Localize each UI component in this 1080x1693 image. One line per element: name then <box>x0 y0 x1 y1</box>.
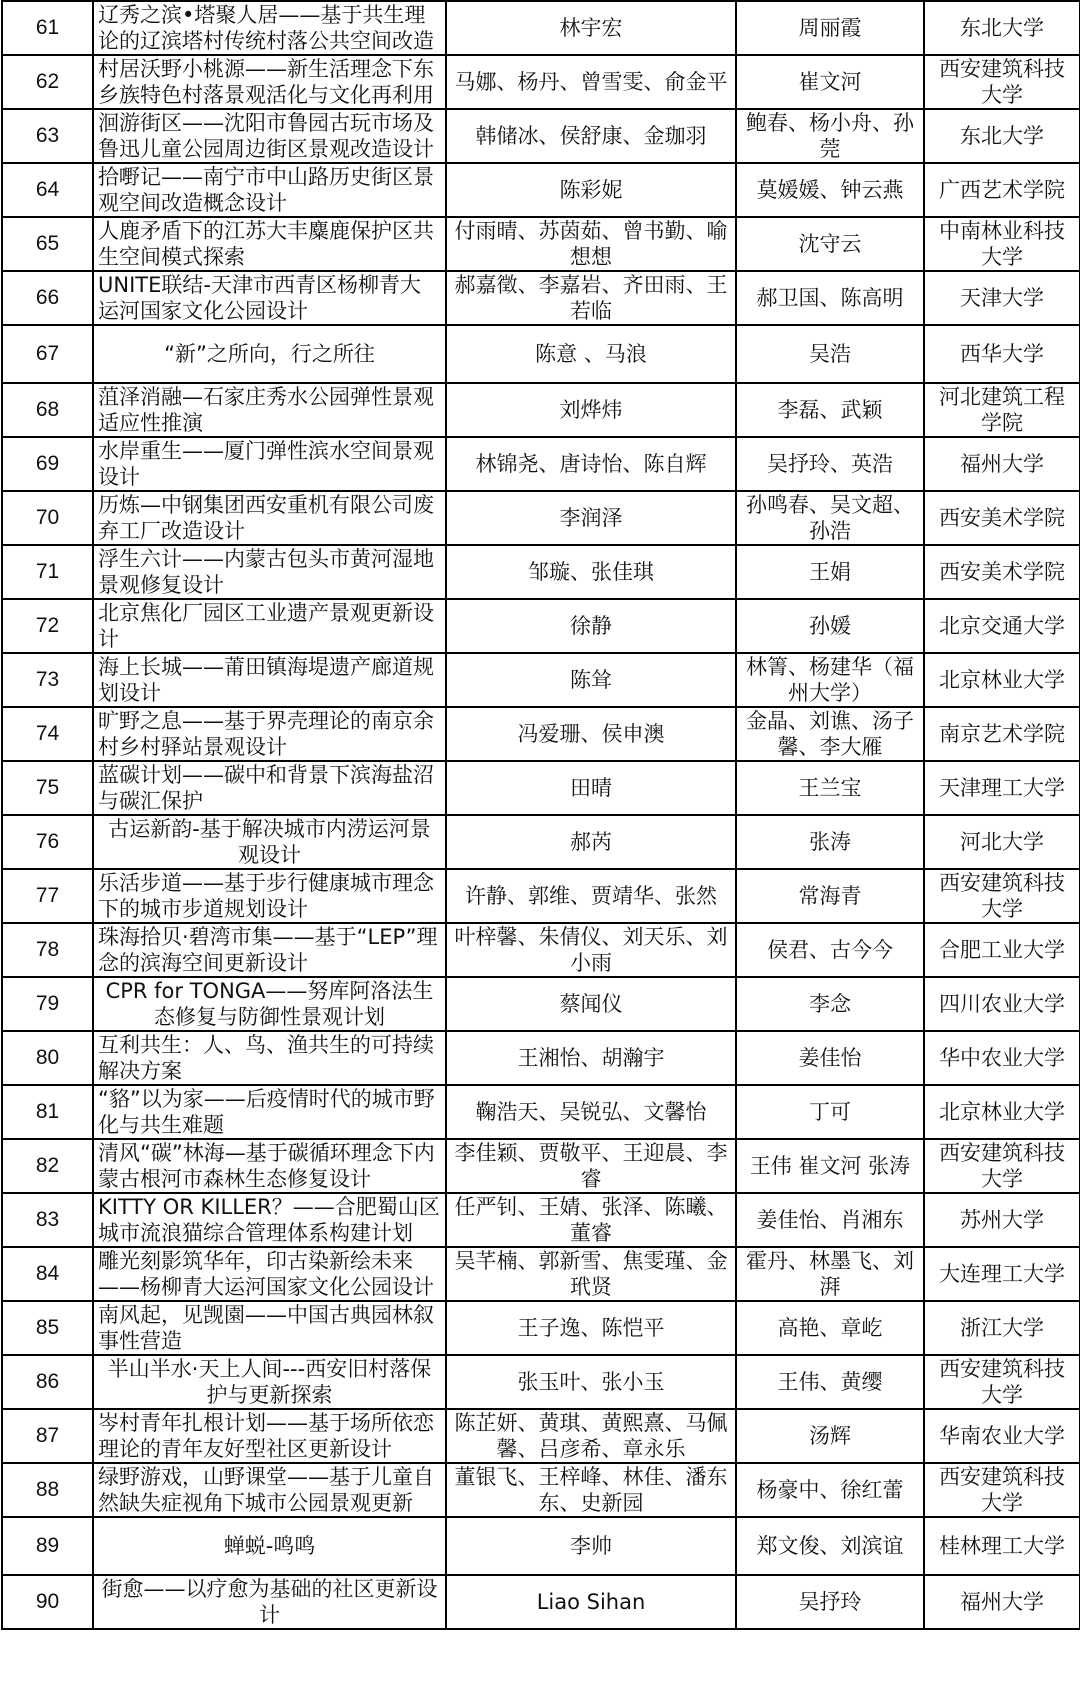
project-title: “貉”以为家——后疫情时代的城市野化与共生难题 <box>93 1085 446 1139</box>
row-number: 85 <box>2 1301 93 1355</box>
team-members: 林锦尧、唐诗怡、陈自辉 <box>446 437 736 491</box>
project-title: 古运新韵-基于解决城市内涝运河景观设计 <box>93 815 446 869</box>
advisors: 郑文俊、刘滨谊 <box>736 1517 924 1575</box>
project-title: 互利共生：人、鸟、渔共生的可持续解决方案 <box>93 1031 446 1085</box>
team-members: 许静、郭维、贾靖华、张然 <box>446 869 736 923</box>
school-name: 西安建筑科技大学 <box>924 1463 1080 1517</box>
team-members: 韩储冰、侯舒康、金珈羽 <box>446 109 736 163</box>
table-row <box>2 55 1080 109</box>
row-number: 75 <box>2 761 93 815</box>
row-number: 71 <box>2 545 93 599</box>
project-title: CPR for TONGA——努库阿洛法生态修复与防御性景观计划 <box>93 977 446 1031</box>
advisors: 吴抒玲 <box>736 1575 924 1629</box>
row-number: 69 <box>2 437 93 491</box>
advisors: 郝卫国、陈高明 <box>736 271 924 325</box>
school-name: 天津理工大学 <box>924 761 1080 815</box>
row-number: 65 <box>2 217 93 271</box>
row-number: 67 <box>2 325 93 383</box>
row-number: 82 <box>2 1139 93 1193</box>
project-title: 珠海拾贝·碧湾市集——基于“LEP”理念的滨海空间更新设计 <box>93 923 446 977</box>
advisors: 霍丹、林墨飞、刘湃 <box>736 1247 924 1301</box>
advisors: 周丽霞 <box>736 1 924 55</box>
project-title: 辽秀之滨•塔聚人居——基于共生理论的辽滨塔村传统村落公共空间改造 <box>93 1 446 55</box>
school-name: 东北大学 <box>924 1 1080 55</box>
team-members: 陈彩妮 <box>446 163 736 217</box>
table-row <box>2 383 1080 437</box>
project-title: 半山半水·天上人间---西安旧村落保护与更新探索 <box>93 1355 446 1409</box>
table-row <box>2 1517 1080 1575</box>
advisors: 鲍春、杨小舟、孙莞 <box>736 109 924 163</box>
award-list-table <box>1 0 1080 1630</box>
school-name: 西安美术学院 <box>924 545 1080 599</box>
table-row <box>2 707 1080 761</box>
row-number: 66 <box>2 271 93 325</box>
row-number: 72 <box>2 599 93 653</box>
table-row <box>2 1247 1080 1301</box>
school-name: 西安美术学院 <box>924 491 1080 545</box>
advisors: 孙媛 <box>736 599 924 653</box>
school-name: 西安建筑科技大学 <box>924 55 1080 109</box>
team-members: 陈耸 <box>446 653 736 707</box>
advisors: 李磊、武颖 <box>736 383 924 437</box>
row-number: 76 <box>2 815 93 869</box>
advisors: 张涛 <box>736 815 924 869</box>
school-name: 福州大学 <box>924 1575 1080 1629</box>
team-members: 邹璇、张佳琪 <box>446 545 736 599</box>
project-title: 蓝碳计划——碳中和背景下滨海盐沼与碳汇保护 <box>93 761 446 815</box>
row-number: 61 <box>2 1 93 55</box>
team-members: 叶梓馨、朱倩仪、刘天乐、刘小雨 <box>446 923 736 977</box>
row-number: 62 <box>2 55 93 109</box>
school-name: 华中农业大学 <box>924 1031 1080 1085</box>
table-row <box>2 815 1080 869</box>
row-number: 78 <box>2 923 93 977</box>
table-row <box>2 325 1080 383</box>
team-members: 冯爱珊、侯申澳 <box>446 707 736 761</box>
project-title: 菹泽消融—石家庄秀水公园弹性景观适应性推演 <box>93 383 446 437</box>
row-number: 89 <box>2 1517 93 1575</box>
project-title: 雕光刻影筑华年，印古染新绘未来——杨柳青大运河国家文化公园设计 <box>93 1247 446 1301</box>
table-row <box>2 1085 1080 1139</box>
school-name: 广西艺术学院 <box>924 163 1080 217</box>
school-name: 西华大学 <box>924 325 1080 383</box>
project-title: “新”之所向，行之所往 <box>93 325 446 383</box>
project-title: 洄游街区——沈阳市鲁园古玩市场及鲁迅儿童公园周边街区景观改造设计 <box>93 109 446 163</box>
school-name: 西安建筑科技大学 <box>924 1139 1080 1193</box>
table-row <box>2 217 1080 271</box>
row-number: 79 <box>2 977 93 1031</box>
row-number: 77 <box>2 869 93 923</box>
table-row <box>2 1193 1080 1247</box>
school-name: 合肥工业大学 <box>924 923 1080 977</box>
school-name: 北京交通大学 <box>924 599 1080 653</box>
team-members: 陈意 、马浪 <box>446 325 736 383</box>
school-name: 南京艺术学院 <box>924 707 1080 761</box>
team-members: 郝芮 <box>446 815 736 869</box>
table-row <box>2 761 1080 815</box>
team-members: Liao Sihan <box>446 1575 736 1629</box>
project-title: 蝉蜕-鸣鸣 <box>93 1517 446 1575</box>
team-members: 王湘怡、胡瀚宇 <box>446 1031 736 1085</box>
team-members: 付雨晴、苏茵茹、曾书勤、喻想想 <box>446 217 736 271</box>
advisors: 常海青 <box>736 869 924 923</box>
table-row <box>2 653 1080 707</box>
team-members: 李润泽 <box>446 491 736 545</box>
school-name: 浙江大学 <box>924 1301 1080 1355</box>
table-body <box>2 1 1080 1629</box>
advisors: 孙鸣春、吴文超、孙浩 <box>736 491 924 545</box>
school-name: 福州大学 <box>924 437 1080 491</box>
row-number: 80 <box>2 1031 93 1085</box>
table-row <box>2 1409 1080 1463</box>
school-name: 河北建筑工程学院 <box>924 383 1080 437</box>
advisors: 丁可 <box>736 1085 924 1139</box>
row-number: 81 <box>2 1085 93 1139</box>
row-number: 73 <box>2 653 93 707</box>
team-members: 马娜、杨丹、曾雪雯、俞金平 <box>446 55 736 109</box>
advisors: 姜佳怡 <box>736 1031 924 1085</box>
school-name: 西安建筑科技大学 <box>924 869 1080 923</box>
advisors: 王伟、黄缨 <box>736 1355 924 1409</box>
advisors: 姜佳怡、肖湘东 <box>736 1193 924 1247</box>
project-title: 旷野之息——基于界壳理论的南京余村乡村驿站景观设计 <box>93 707 446 761</box>
table-row <box>2 109 1080 163</box>
school-name: 中南林业科技大学 <box>924 217 1080 271</box>
project-title: 乐活步道——基于步行健康城市理念下的城市步道规划设计 <box>93 869 446 923</box>
advisors: 高艳、章屹 <box>736 1301 924 1355</box>
advisors: 吴抒玲、英浩 <box>736 437 924 491</box>
table-row <box>2 491 1080 545</box>
table-row <box>2 1575 1080 1629</box>
row-number: 74 <box>2 707 93 761</box>
project-title: KITTY OR KILLER？——合肥蜀山区城市流浪猫综合管理体系构建计划 <box>93 1193 446 1247</box>
advisors: 李念 <box>736 977 924 1031</box>
table-row <box>2 545 1080 599</box>
project-title: 人鹿矛盾下的江苏大丰麋鹿保护区共生空间模式探索 <box>93 217 446 271</box>
table-row <box>2 1355 1080 1409</box>
school-name: 北京林业大学 <box>924 653 1080 707</box>
advisors: 汤辉 <box>736 1409 924 1463</box>
row-number: 90 <box>2 1575 93 1629</box>
row-number: 70 <box>2 491 93 545</box>
advisors: 侯君、古今今 <box>736 923 924 977</box>
project-title: 绿野游戏，山野课堂——基于儿童自然缺失症视角下城市公园景观更新 <box>93 1463 446 1517</box>
school-name: 北京林业大学 <box>924 1085 1080 1139</box>
advisors: 崔文河 <box>736 55 924 109</box>
school-name: 桂林理工大学 <box>924 1517 1080 1575</box>
table-row <box>2 599 1080 653</box>
table-row <box>2 923 1080 977</box>
project-title: 村居沃野小桃源——新生活理念下东乡族特色村落景观活化与文化再利用 <box>93 55 446 109</box>
project-title: 街愈——以疗愈为基础的社区更新设计 <box>93 1575 446 1629</box>
table-row <box>2 977 1080 1031</box>
team-members: 王子逸、陈恺平 <box>446 1301 736 1355</box>
project-title: 海上长城——莆田镇海堤遗产廊道规划设计 <box>93 653 446 707</box>
table-row <box>2 1 1080 55</box>
row-number: 86 <box>2 1355 93 1409</box>
team-members: 董银飞、王梓峰、林佳、潘东东、史新园 <box>446 1463 736 1517</box>
row-number: 64 <box>2 163 93 217</box>
project-title: UNITE联结-天津市西青区杨柳青大运河国家文化公园设计 <box>93 271 446 325</box>
team-members: 田晴 <box>446 761 736 815</box>
table-row <box>2 869 1080 923</box>
project-title: 浮生六计——内蒙古包头市黄河湿地景观修复设计 <box>93 545 446 599</box>
advisors: 吴浩 <box>736 325 924 383</box>
school-name: 西安建筑科技大学 <box>924 1355 1080 1409</box>
school-name: 华南农业大学 <box>924 1409 1080 1463</box>
row-number: 84 <box>2 1247 93 1301</box>
team-members: 徐静 <box>446 599 736 653</box>
school-name: 河北大学 <box>924 815 1080 869</box>
project-title: 历炼—中钢集团西安重机有限公司废弃工厂改造设计 <box>93 491 446 545</box>
project-title: 岑村青年扎根计划——基于场所依恋理论的青年友好型社区更新设计 <box>93 1409 446 1463</box>
advisors: 杨豪中、徐红蕾 <box>736 1463 924 1517</box>
school-name: 天津大学 <box>924 271 1080 325</box>
team-members: 陈芷妍、黄琪、黄熙熹、马佩馨、吕彦希、章永乐 <box>446 1409 736 1463</box>
team-members: 李佳颖、贾敬平、王迎晨、李睿 <box>446 1139 736 1193</box>
school-name: 大连理工大学 <box>924 1247 1080 1301</box>
table-row <box>2 437 1080 491</box>
project-title: 水岸重生——厦门弹性滨水空间景观设计 <box>93 437 446 491</box>
table-row <box>2 1031 1080 1085</box>
advisors: 王伟 崔文河 张涛 <box>736 1139 924 1193</box>
team-members: 林宇宏 <box>446 1 736 55</box>
table-row <box>2 271 1080 325</box>
advisors: 沈守云 <box>736 217 924 271</box>
team-members: 张玉叶、张小玉 <box>446 1355 736 1409</box>
table-row <box>2 1301 1080 1355</box>
school-name: 东北大学 <box>924 109 1080 163</box>
advisors: 王兰宝 <box>736 761 924 815</box>
advisors: 王娟 <box>736 545 924 599</box>
project-title: 北京焦化厂园区工业遗产景观更新设计 <box>93 599 446 653</box>
row-number: 88 <box>2 1463 93 1517</box>
team-members: 刘烨炜 <box>446 383 736 437</box>
row-number: 68 <box>2 383 93 437</box>
team-members: 郝嘉徵、李嘉岩、齐田雨、王若临 <box>446 271 736 325</box>
table-row <box>2 1139 1080 1193</box>
row-number: 63 <box>2 109 93 163</box>
advisors: 金晶、刘谯、汤子馨、李大雁 <box>736 707 924 761</box>
project-title: 拾嘢记——南宁市中山路历史街区景观空间改造概念设计 <box>93 163 446 217</box>
team-members: 吴芊楠、郭新雪、焦雯瑾、金玳贤 <box>446 1247 736 1301</box>
team-members: 任严钊、王婧、张泽、陈曦、董睿 <box>446 1193 736 1247</box>
team-members: 蔡闻仪 <box>446 977 736 1031</box>
school-name: 苏州大学 <box>924 1193 1080 1247</box>
row-number: 83 <box>2 1193 93 1247</box>
table-row <box>2 163 1080 217</box>
team-members: 李帅 <box>446 1517 736 1575</box>
school-name: 四川农业大学 <box>924 977 1080 1031</box>
table-row <box>2 1463 1080 1517</box>
team-members: 鞠浩天、吴锐弘、文馨怡 <box>446 1085 736 1139</box>
advisors: 林箐、杨建华（福州大学） <box>736 653 924 707</box>
project-title: 清风“碳”林海—基于碳循环理念下内蒙古根河市森林生态修复设计 <box>93 1139 446 1193</box>
row-number: 87 <box>2 1409 93 1463</box>
advisors: 莫媛媛、钟云燕 <box>736 163 924 217</box>
project-title: 南风起，见觊園——中国古典园林叙事性营造 <box>93 1301 446 1355</box>
